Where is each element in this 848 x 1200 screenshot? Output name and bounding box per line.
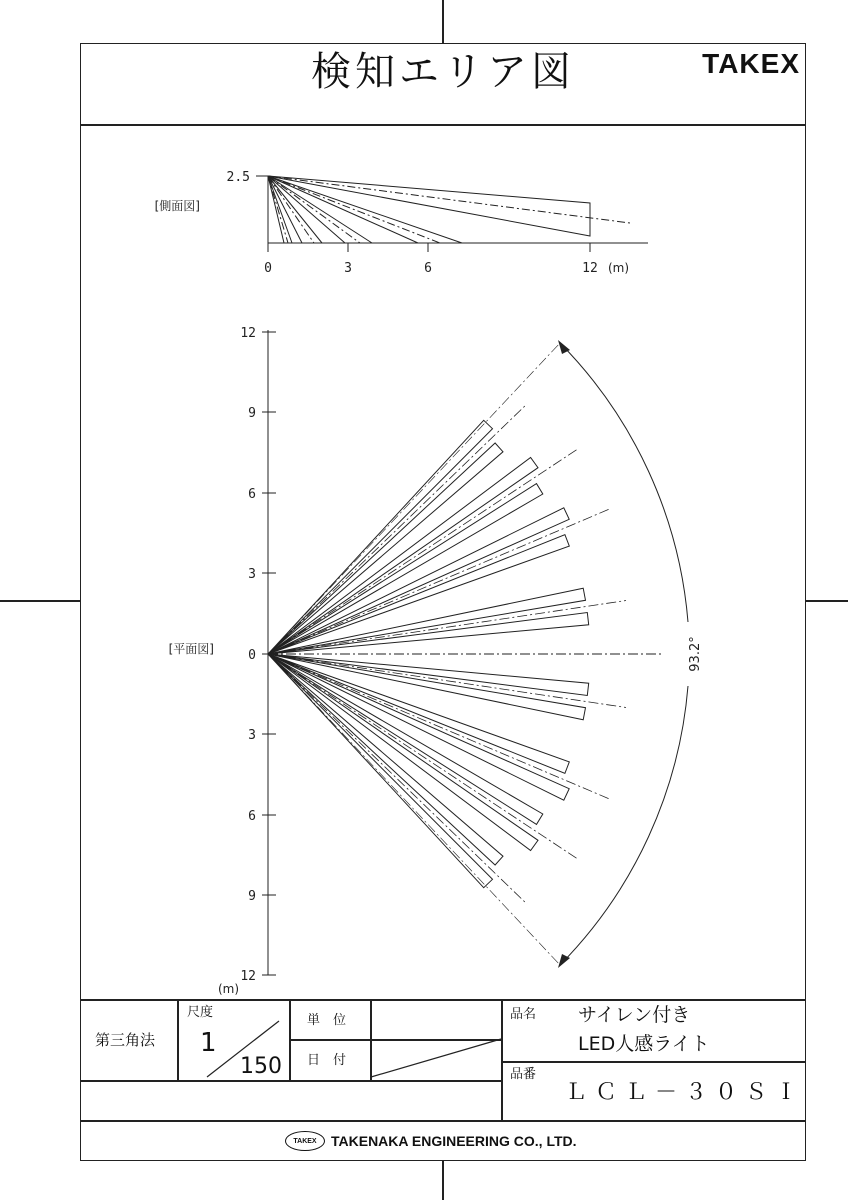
plan-y-tick-label: 6 xyxy=(248,487,256,502)
scale-denominator: 150 xyxy=(240,1054,282,1079)
plan-beam xyxy=(268,508,569,654)
plan-beam xyxy=(268,443,503,654)
product-name-line2: LED人感ライト xyxy=(578,1033,710,1055)
row-divider xyxy=(501,1061,806,1063)
title-block-bottom xyxy=(80,1120,806,1122)
plan-beam xyxy=(268,613,589,655)
plan-y-tick-label: 6 xyxy=(248,809,256,824)
side-view-x-tick-label: 3 xyxy=(344,261,352,276)
side-view-label: [側面図] xyxy=(154,199,200,213)
plan-y-tick-label: 0 xyxy=(248,648,256,663)
side-view-y-tick-label: 2.5 xyxy=(226,170,250,185)
plan-beam xyxy=(268,535,569,654)
angle-arc xyxy=(560,686,688,965)
side-view-x-tick-label: 12 xyxy=(582,261,598,276)
scale-numerator: 1 xyxy=(200,1028,217,1058)
side-view-x-tick-label: 0 xyxy=(264,261,272,276)
company-name: TAKENAKA ENGINEERING CO., LTD. xyxy=(331,1133,577,1149)
crop-mark-bottom xyxy=(442,1161,444,1200)
plan-beam xyxy=(268,654,503,865)
plan-y-tick-label: 12 xyxy=(240,326,256,341)
crop-mark-right xyxy=(806,600,848,602)
plan-beam-axis xyxy=(268,654,577,858)
plan-beam xyxy=(268,654,543,824)
side-beam-axis xyxy=(268,176,440,243)
crop-mark-left xyxy=(0,600,80,602)
projection-method: 第三角法 xyxy=(95,1031,156,1049)
plan-beam xyxy=(268,420,493,654)
crop-mark-top xyxy=(442,0,444,43)
plan-view-unit: (m) xyxy=(218,982,240,996)
side-view-x-tick-label: 6 xyxy=(424,261,432,276)
page-title: 検知エリア図 xyxy=(311,49,575,95)
plan-view-axis xyxy=(262,330,662,975)
side-view-unit: (m) xyxy=(608,261,630,275)
plan-beam xyxy=(268,654,569,773)
plan-view-beams xyxy=(268,404,626,904)
plan-beam xyxy=(268,654,589,696)
plan-beam-axis xyxy=(268,450,577,654)
angle-label: 93.2° xyxy=(688,636,703,672)
plan-y-tick-label: 9 xyxy=(248,406,256,421)
part-number: ＬＣＬ－３０ＳＩ xyxy=(565,1080,806,1105)
plan-beam xyxy=(268,654,569,800)
plan-beam xyxy=(268,484,543,654)
angle-extension xyxy=(268,654,560,965)
part-number-label: 品番 xyxy=(510,1067,537,1082)
footer xyxy=(285,1129,577,1153)
plan-view-label: [平面図] xyxy=(168,642,214,656)
plan-y-tick-label: 3 xyxy=(248,567,256,582)
company-logo: TAKEX xyxy=(285,1131,325,1151)
plan-y-tick-label: 9 xyxy=(248,889,256,904)
plan-beam xyxy=(268,654,493,888)
date-label: 日 付 xyxy=(307,1053,347,1068)
product-name-line1: サイレン付き xyxy=(578,1004,691,1026)
detection-area-diagram xyxy=(80,125,806,1000)
product-name-label: 品名 xyxy=(510,1007,537,1022)
side-view xyxy=(256,176,648,252)
plan-y-tick-label: 3 xyxy=(248,728,256,743)
angle-extension xyxy=(268,343,560,654)
angle-arc xyxy=(560,343,688,622)
scale-label: 尺度 xyxy=(187,1005,214,1020)
title-block-diagonals xyxy=(177,999,502,1081)
unit-label: 単 位 xyxy=(307,1013,347,1028)
side-beam-long xyxy=(268,176,590,236)
brand-logo: TAKEX xyxy=(702,48,800,79)
plan-y-tick-label: 12 xyxy=(240,969,256,984)
